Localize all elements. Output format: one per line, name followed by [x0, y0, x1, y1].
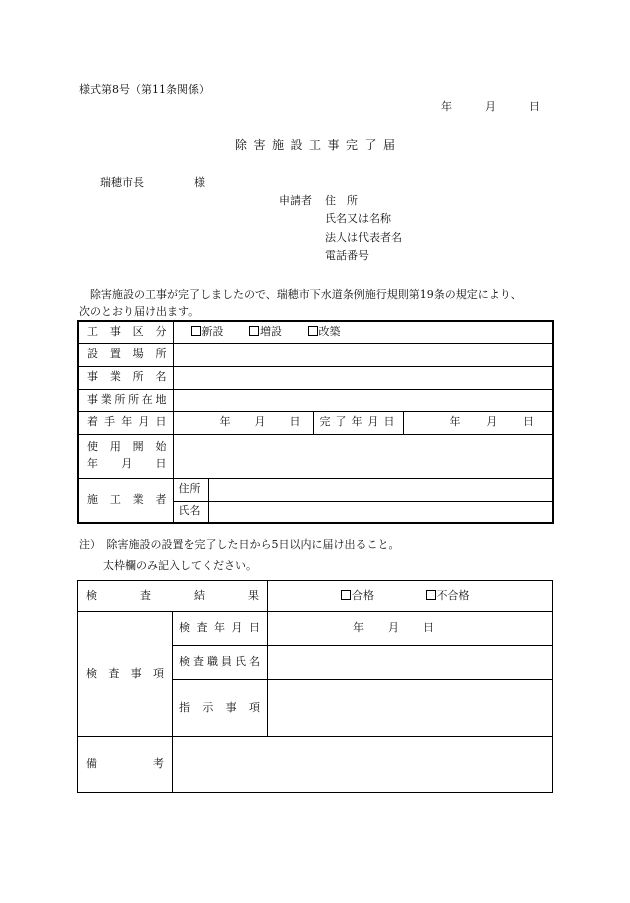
- inspection-staff-label: 検 査 職 員 氏 名: [173, 646, 268, 680]
- contractor-address-field[interactable]: [208, 478, 553, 501]
- applicant-rep-label: 法人は代表者名: [325, 231, 402, 244]
- work-type-options: [173, 321, 553, 343]
- note-line-2: 太枠欄のみ記入してください。: [103, 559, 257, 572]
- business-address-row: [78, 389, 553, 411]
- dates-row: [78, 411, 553, 434]
- checkbox-icon: [426, 590, 436, 600]
- checkbox-icon: [308, 326, 318, 336]
- contractor-address-label: 住所: [173, 478, 208, 501]
- inspection-items-label: 検 査 事 項: [78, 612, 173, 737]
- contractor-name-field[interactable]: [208, 501, 553, 523]
- use-start-label: 使 用 開 始 年 月 日: [78, 434, 173, 478]
- contractor-label: 施 工 業 者: [78, 478, 173, 523]
- work-type-label: 工 事 区 分: [78, 321, 173, 343]
- work-type-row: [78, 321, 553, 343]
- checkbox-fail[interactable]: 不合格: [426, 589, 470, 602]
- checkbox-icon: [341, 590, 351, 600]
- date-month: 月: [485, 100, 496, 113]
- form-number: 様式第8号（第11条関係）: [79, 83, 210, 96]
- inspection-staff-field[interactable]: [268, 646, 553, 680]
- applicant-phone-label: 電話番号: [325, 249, 369, 262]
- inspection-date-row: [78, 612, 553, 646]
- checkbox-icon: [191, 326, 201, 336]
- contractor-address-row: [78, 478, 553, 501]
- date-year: 年: [441, 100, 452, 113]
- business-name-field[interactable]: [173, 366, 553, 389]
- business-address-label: 事 業 所 所 在 地: [78, 389, 173, 411]
- business-address-field[interactable]: [173, 389, 553, 411]
- remarks-label: 備 考: [78, 737, 173, 793]
- use-start-field[interactable]: [173, 434, 553, 478]
- start-date-label: 着 手 年 月 日: [78, 411, 173, 434]
- statement-line-2: 次のとおり届け出ます。: [79, 305, 200, 318]
- location-row: [78, 343, 553, 366]
- date-day: 日: [529, 100, 540, 113]
- inspection-date-label: 検 査 年 月 日: [173, 612, 268, 646]
- checkbox-renovate[interactable]: 改築: [308, 326, 341, 339]
- addressee-honorific: 様: [194, 176, 205, 189]
- page-title: 除害施設工事完了届: [235, 138, 402, 152]
- inspection-result-row: [78, 581, 553, 612]
- location-label: 設 置 場 所: [78, 343, 173, 366]
- inspection-instructions-label: 指 示 事 項: [173, 680, 268, 737]
- applicant-address-label: 住 所: [325, 194, 358, 207]
- location-field[interactable]: [173, 343, 553, 366]
- contractor-name-label: 氏名: [173, 501, 208, 523]
- business-name-label: 事 業 所 名: [78, 366, 173, 389]
- inspection-instructions-field[interactable]: [268, 680, 553, 737]
- addressee-name: 瑞穂市長: [100, 176, 144, 189]
- inspection-table: [77, 580, 553, 793]
- completion-date-field[interactable]: 年 月 日: [403, 411, 553, 434]
- start-date-field[interactable]: 年 月 日: [173, 411, 313, 434]
- note-line-1: 注） 除害施設の設置を完了した日から5日以内に届け出ること。: [79, 538, 400, 551]
- applicant-label: 申請者: [279, 194, 312, 207]
- inspection-result-label: 検 査 結 果: [78, 581, 268, 612]
- submission-date[interactable]: [441, 101, 540, 112]
- inspection-result-options: [268, 581, 553, 612]
- applicant-name-label: 氏名又は名称: [325, 212, 391, 225]
- checkbox-pass[interactable]: 合格: [341, 590, 374, 603]
- remarks-field[interactable]: [173, 737, 553, 793]
- application-table: [77, 320, 554, 524]
- checkbox-icon: [249, 326, 259, 336]
- business-name-row: [78, 366, 553, 389]
- completion-date-label: 完 了 年 月 日: [313, 411, 403, 434]
- inspection-date-field[interactable]: 年 月 日: [268, 612, 553, 646]
- remarks-row: [78, 737, 553, 793]
- use-start-row: [78, 434, 553, 478]
- checkbox-expand[interactable]: 増設: [249, 326, 282, 339]
- checkbox-new[interactable]: 新設: [191, 326, 224, 339]
- statement-line-1: 除害施設の工事が完了しましたので、瑞穂市下水道条例施行規則第19条の規定により、: [90, 288, 522, 301]
